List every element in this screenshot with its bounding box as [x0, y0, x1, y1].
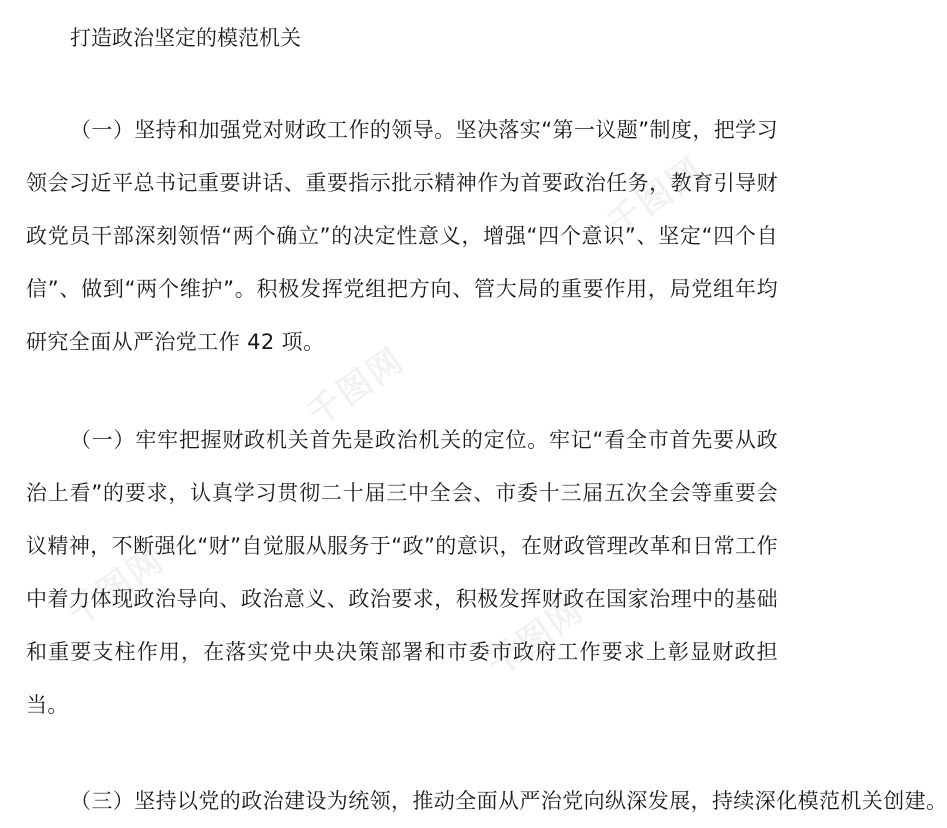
- paragraph-3-partial: （三）坚持以党的政治建设为统领，推动全面从严治党向纵深发展，持续深化模范机关创建。: [70, 789, 947, 813]
- paragraph-1: （一）坚持和加强党对财政工作的领导。坚决落实“第一议题”制度，把学习领会习近平总书记重要讲话、重要指示批示精神作为首要政治任务，教育引导财政党员干部深刻领悟“两个确立”的决定性意义，增强“四个意识”、坚定“四个自信”、做到“两个维护”。积极发挥党组把方向、管大局的重要作用，局党组年均研究全面从严治党工作 42 项。: [26, 118, 778, 354]
- paragraph-2: （一）牢牢把握财政机关首先是政治机关的定位。牢记“看全市首先要从政治上看”的要求，认真学习贯彻二十届三中全会、市委十三届五次全会等重要会议精神，不断强化“财”自觉服从服务于“政”的意识，在财政管理改革和日常工作中着力体现政治导向、政治意义、政治要求，积极发挥财政在国家治理中的基础和重要支柱作用，在落实党中央决策部署和市委市政府工作要求上彰显财政担当。: [26, 428, 778, 717]
- watermark: 千图网: [60, 540, 172, 635]
- watermark: 千图网: [300, 340, 412, 435]
- document-title: 打造政治坚定的模范机关: [70, 26, 301, 50]
- watermark: 千图网: [600, 150, 712, 245]
- watermark: 千图网: [480, 590, 592, 685]
